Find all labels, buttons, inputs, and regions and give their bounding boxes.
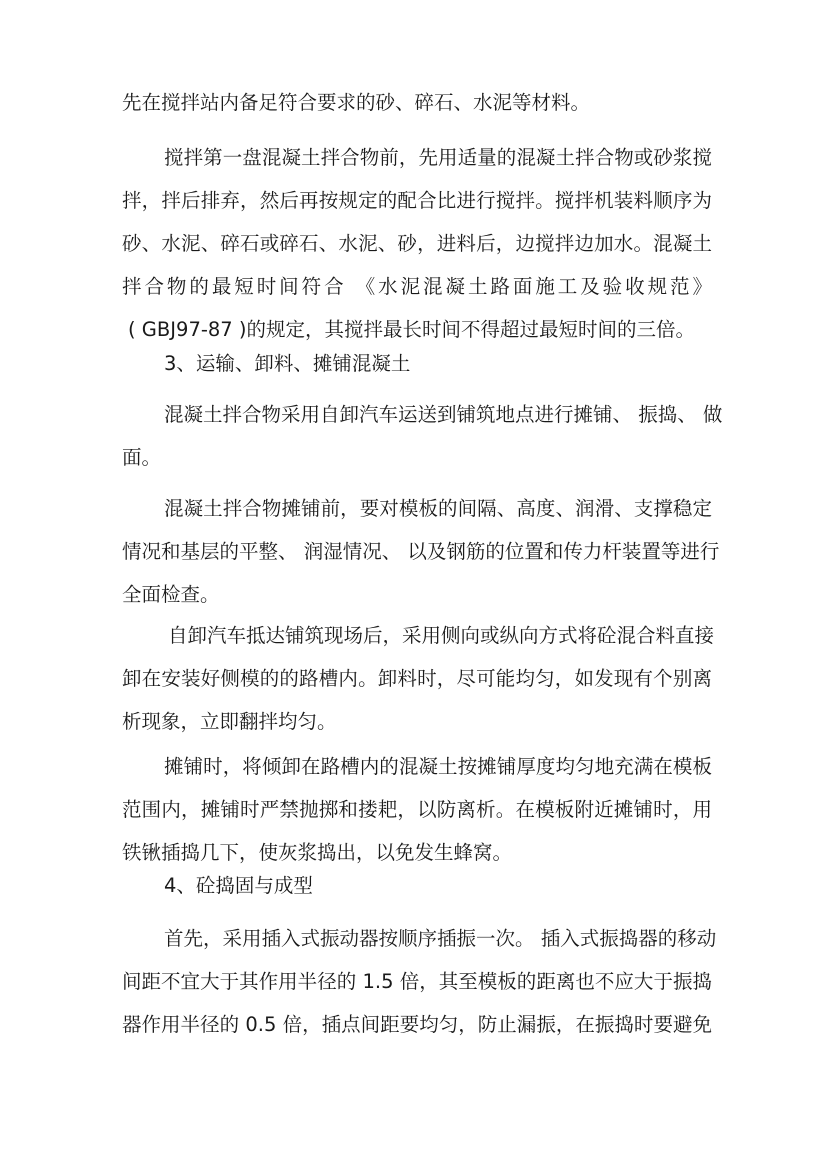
- text-line: 全面检查。: [122, 583, 220, 606]
- text-line: 自卸汽车抵达铺筑现场后，采用侧向或纵向方式将砼混合料直接: [168, 624, 715, 647]
- text-line: 析现象，立即翻拌均匀。: [122, 710, 337, 733]
- text-line: 面。: [122, 446, 162, 469]
- text-line: 范围内，摊铺时严禁抛掷和搂耙，以防离析。在模板附近摊铺时，用: [122, 798, 712, 821]
- text-line: 先在搅拌站内备足符合要求的砂、碎石、水泥等材料。: [122, 91, 591, 114]
- text-line: 间距不宜大于其作用半径的 1.5 倍，其至模板的距离也不应大于振捣: [122, 970, 712, 993]
- text-line: 首先，采用插入式振动器按顺序插振一次。 插入式振捣器的移动: [164, 927, 717, 950]
- text-line: 卸在安装好侧模的的路槽内。卸料时，尽可能均匀，如发现有个别离: [122, 667, 712, 690]
- text-line: 器作用半径的 0.5 倍，插点间距要均匀，防止漏振，在振捣时要避免: [122, 1013, 712, 1036]
- text-line: 混凝土拌合物采用自卸汽车运送到铺筑地点进行摊铺、 振捣、 做: [164, 403, 723, 426]
- text-line: ( GBJ97-87 )的规定，其搅拌最长时间不得超过最短时间的三倍。: [128, 318, 696, 341]
- section-heading: 4、砼捣固与成型: [164, 874, 313, 897]
- text-line: 摊铺时，将倾卸在路槽内的混凝土按摊铺厚度均匀地充满在模板: [164, 755, 712, 778]
- text-line: 混凝土拌合物摊铺前，要对模板的间隔、高度、润滑、支撑稳定: [164, 497, 712, 520]
- text-line: 铁锹插捣几下，使灰浆捣出，以免发生蜂窝。: [122, 841, 513, 864]
- text-line: 情况和基层的平整、 润湿情况、 以及钢筋的位置和传力杆装置等进行: [122, 540, 720, 563]
- section-heading: 3、运输、卸料、摊铺混凝土: [164, 352, 411, 375]
- text-line: 砂、水泥、碎石或碎石、水泥、砂，进料后，边搅拌边加水。混凝土: [122, 232, 712, 255]
- text-line: 拌合物的最短时间符合 《水泥混凝土路面施工及验收规范》: [122, 275, 712, 298]
- text-line: 拌，拌后排弃，然后再按规定的配合比进行搅拌。搅拌机装料顺序为: [122, 189, 712, 212]
- text-line: 搅拌第一盘混凝土拌合物前，先用适量的混凝土拌合物或砂浆搅: [164, 146, 712, 169]
